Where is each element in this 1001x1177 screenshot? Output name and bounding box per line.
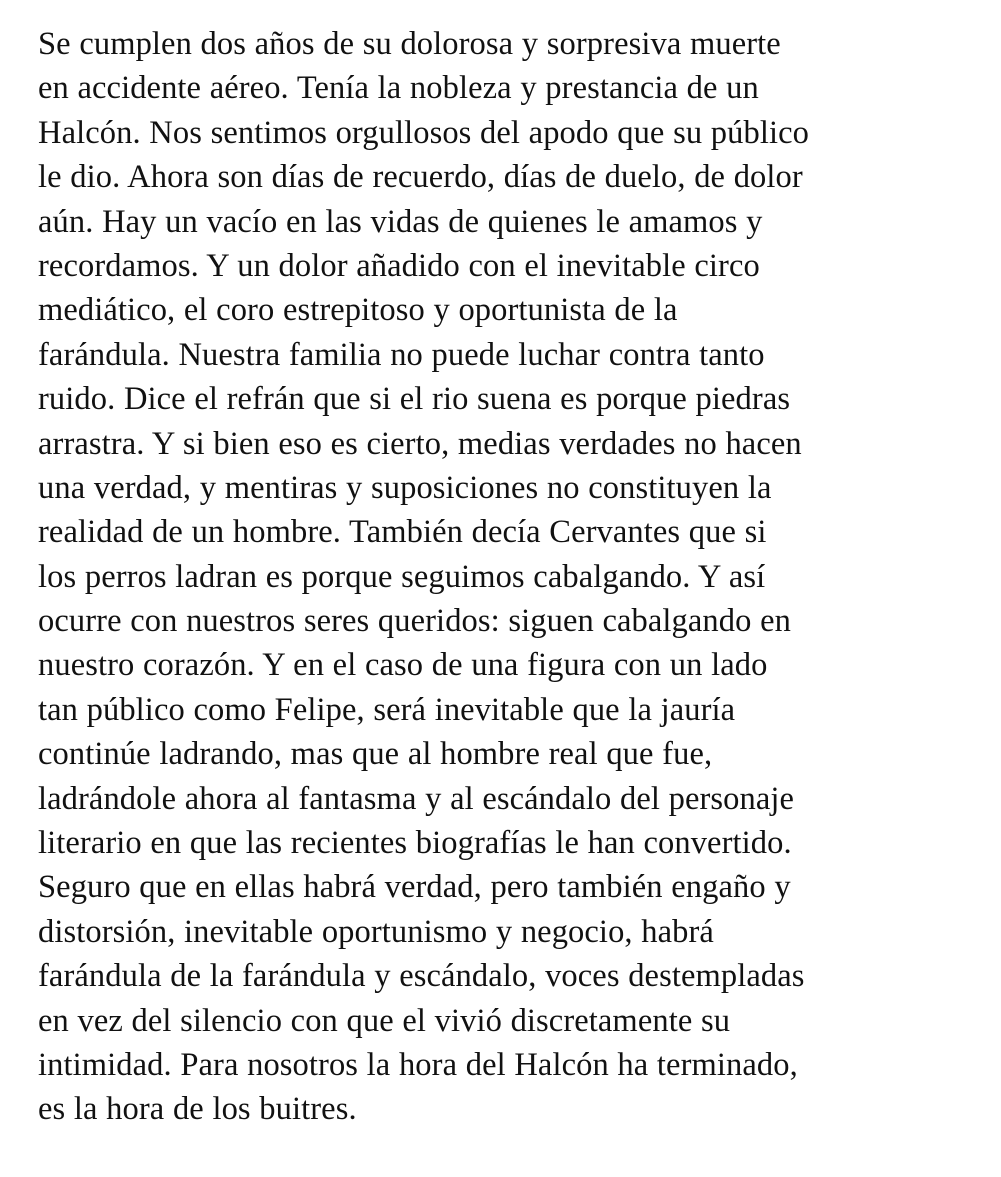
statement-line: en vez del silencio con que el vivió discretamente su	[38, 1002, 731, 1039]
statement-line: continúe ladrando, mas que al hombre real que fue,	[38, 736, 713, 773]
statement-line: en accidente aéreo. Tenía la nobleza y prestancia de un	[38, 70, 759, 107]
statement-line: Seguro que en ellas habrá verdad, pero también engaño y	[38, 869, 791, 906]
statement-line: los perros ladran es porque seguimos cabalgando. Y así	[38, 558, 766, 595]
statement-line: mediático, el coro estrepitoso y oportunista de la	[38, 292, 678, 329]
statement-line: ocurre con nuestros seres queridos: siguen cabalgando en	[38, 603, 791, 640]
statement-line: ruido. Dice el refrán que si el rio suena es porque piedras	[38, 381, 791, 418]
statement-line: farándula. Nuestra familia no puede luchar contra tanto	[38, 336, 765, 373]
statement-line: literario en que las recientes biografías le han convertido.	[38, 825, 792, 862]
statement-line: recordamos. Y un dolor añadido con el inevitable circo	[38, 247, 760, 284]
statement-text-block	[38, 22, 971, 1132]
statement-line: ladrándole ahora al fantasma y al escándalo del personaje	[38, 780, 795, 817]
statement-line: le dio. Ahora son días de recuerdo, días de duelo, de dolor	[38, 159, 803, 196]
statement-line: distorsión, inevitable oportunismo y negocio, habrá	[38, 913, 714, 950]
statement-line: farándula de la farándula y escándalo, voces destempladas	[38, 958, 805, 995]
statement-line: Halcón. Nos sentimos orgullosos del apodo que su público	[38, 114, 809, 151]
statement-line: tan público como Felipe, será inevitable que la jauría	[38, 691, 736, 728]
statement-line: una verdad, y mentiras y suposiciones no constituyen la	[38, 469, 772, 506]
statement-line: arrastra. Y si bien eso es cierto, medias verdades no hacen	[38, 425, 802, 462]
statement-line: realidad de un hombre. También decía Cervantes que si	[38, 514, 767, 551]
statement-line: aún. Hay un vacío en las vidas de quienes le amamos y	[38, 203, 763, 240]
statement-line: nuestro corazón. Y en el caso de una figura con un lado	[38, 647, 768, 684]
statement-line: Se cumplen dos años de su dolorosa y sorpresiva muerte	[38, 26, 781, 62]
statement-line: es la hora de los buitres.	[38, 1091, 357, 1128]
statement-line: intimidad. Para nosotros la hora del Halcón ha terminado,	[38, 1046, 798, 1083]
